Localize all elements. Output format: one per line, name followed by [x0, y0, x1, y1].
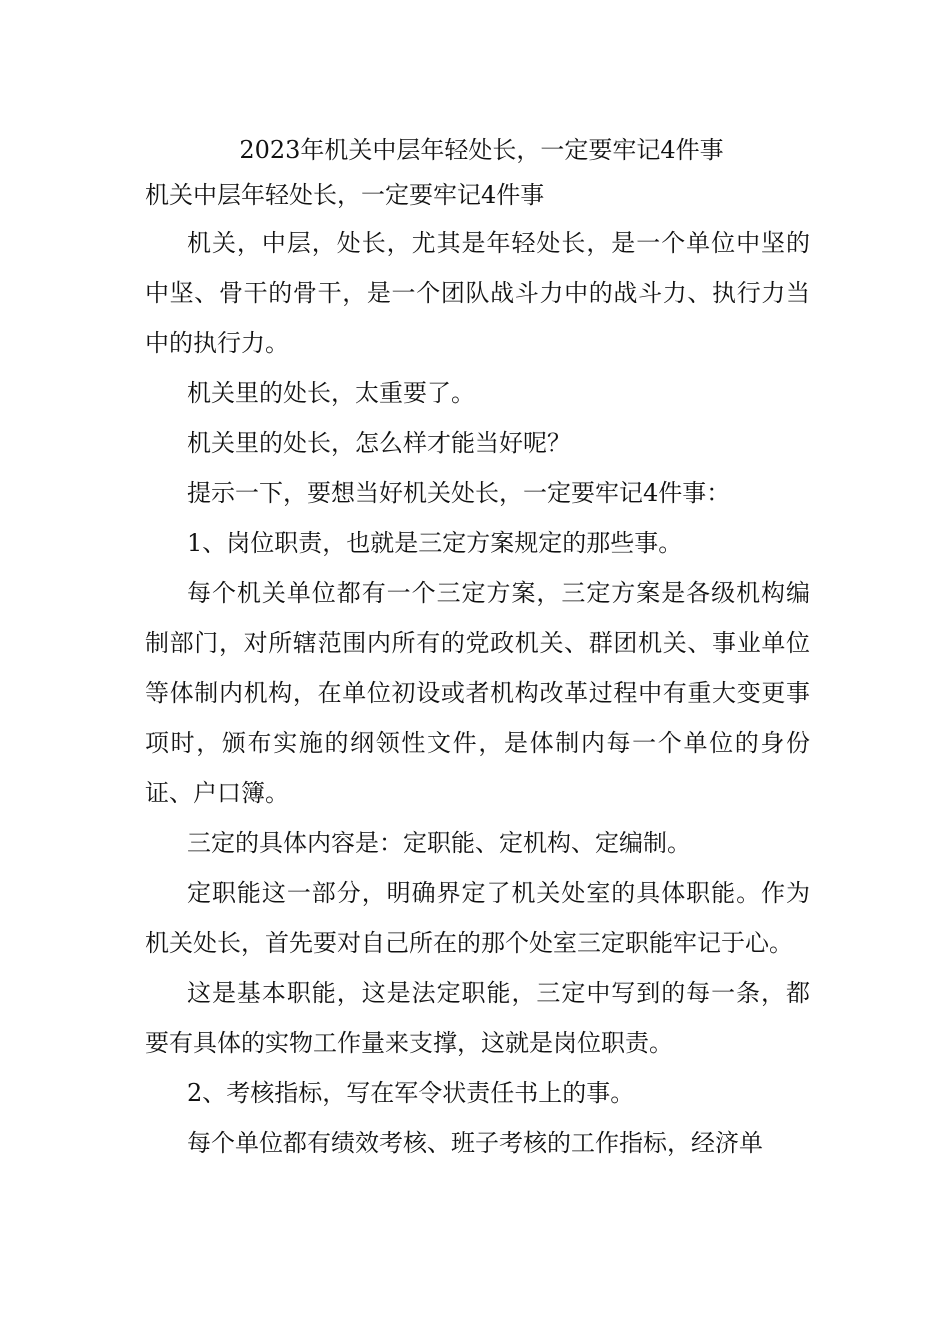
document-body [145, 128, 810, 1168]
paragraph-point-1-heading: 1、岗位职责，也就是三定方案规定的那些事。 [187, 529, 683, 557]
paragraph-three-definitions: 每个机关单位都有一个三定方案，三定方案是各级机构编制部门，对所辖范围内所有的党政机关、群团机关、事业单位等体制内机构，在单位初设或者机构改革过程中有重大变更事项时，颁布实施的纲领性文件，是体制内每一个单位的身份证、户口簿。 [145, 579, 810, 807]
document-title: 2023年机关中层年轻处长，一定要牢记4件事 [239, 136, 724, 164]
paragraph-three-definitions-content: 三定的具体内容是：定职能、定机构、定编制。 [187, 829, 691, 857]
paragraph-intro: 机关，中层，处长，尤其是年轻处长，是一个单位中坚的中坚、骨干的骨干，是一个团队战斗力中的战斗力、执行力当中的执行力。 [145, 229, 810, 357]
paragraph-define-functions: 定职能这一部分，明确界定了机关处室的具体职能。作为机关处长，首先要对自己所在的那个处室三定职能牢记于心。 [145, 879, 810, 957]
paragraph-importance: 机关里的处长，太重要了。 [187, 379, 475, 407]
paragraph-assessment: 每个单位都有绩效考核、班子考核的工作指标，经济单 [187, 1129, 763, 1157]
paragraph-basic-functions: 这是基本职能，这是法定职能，三定中写到的每一条，都要有具体的实物工作量来支撑，这就是岗位职责。 [145, 979, 810, 1057]
paragraph-hint: 提示一下，要想当好机关处长，一定要牢记4件事： [187, 479, 731, 507]
paragraph-point-2-heading: 2、考核指标，写在军令状责任书上的事。 [187, 1079, 635, 1107]
document-subtitle: 机关中层年轻处长，一定要牢记4件事 [145, 181, 545, 209]
paragraph-question: 机关里的处长，怎么样才能当好呢？ [187, 429, 571, 457]
